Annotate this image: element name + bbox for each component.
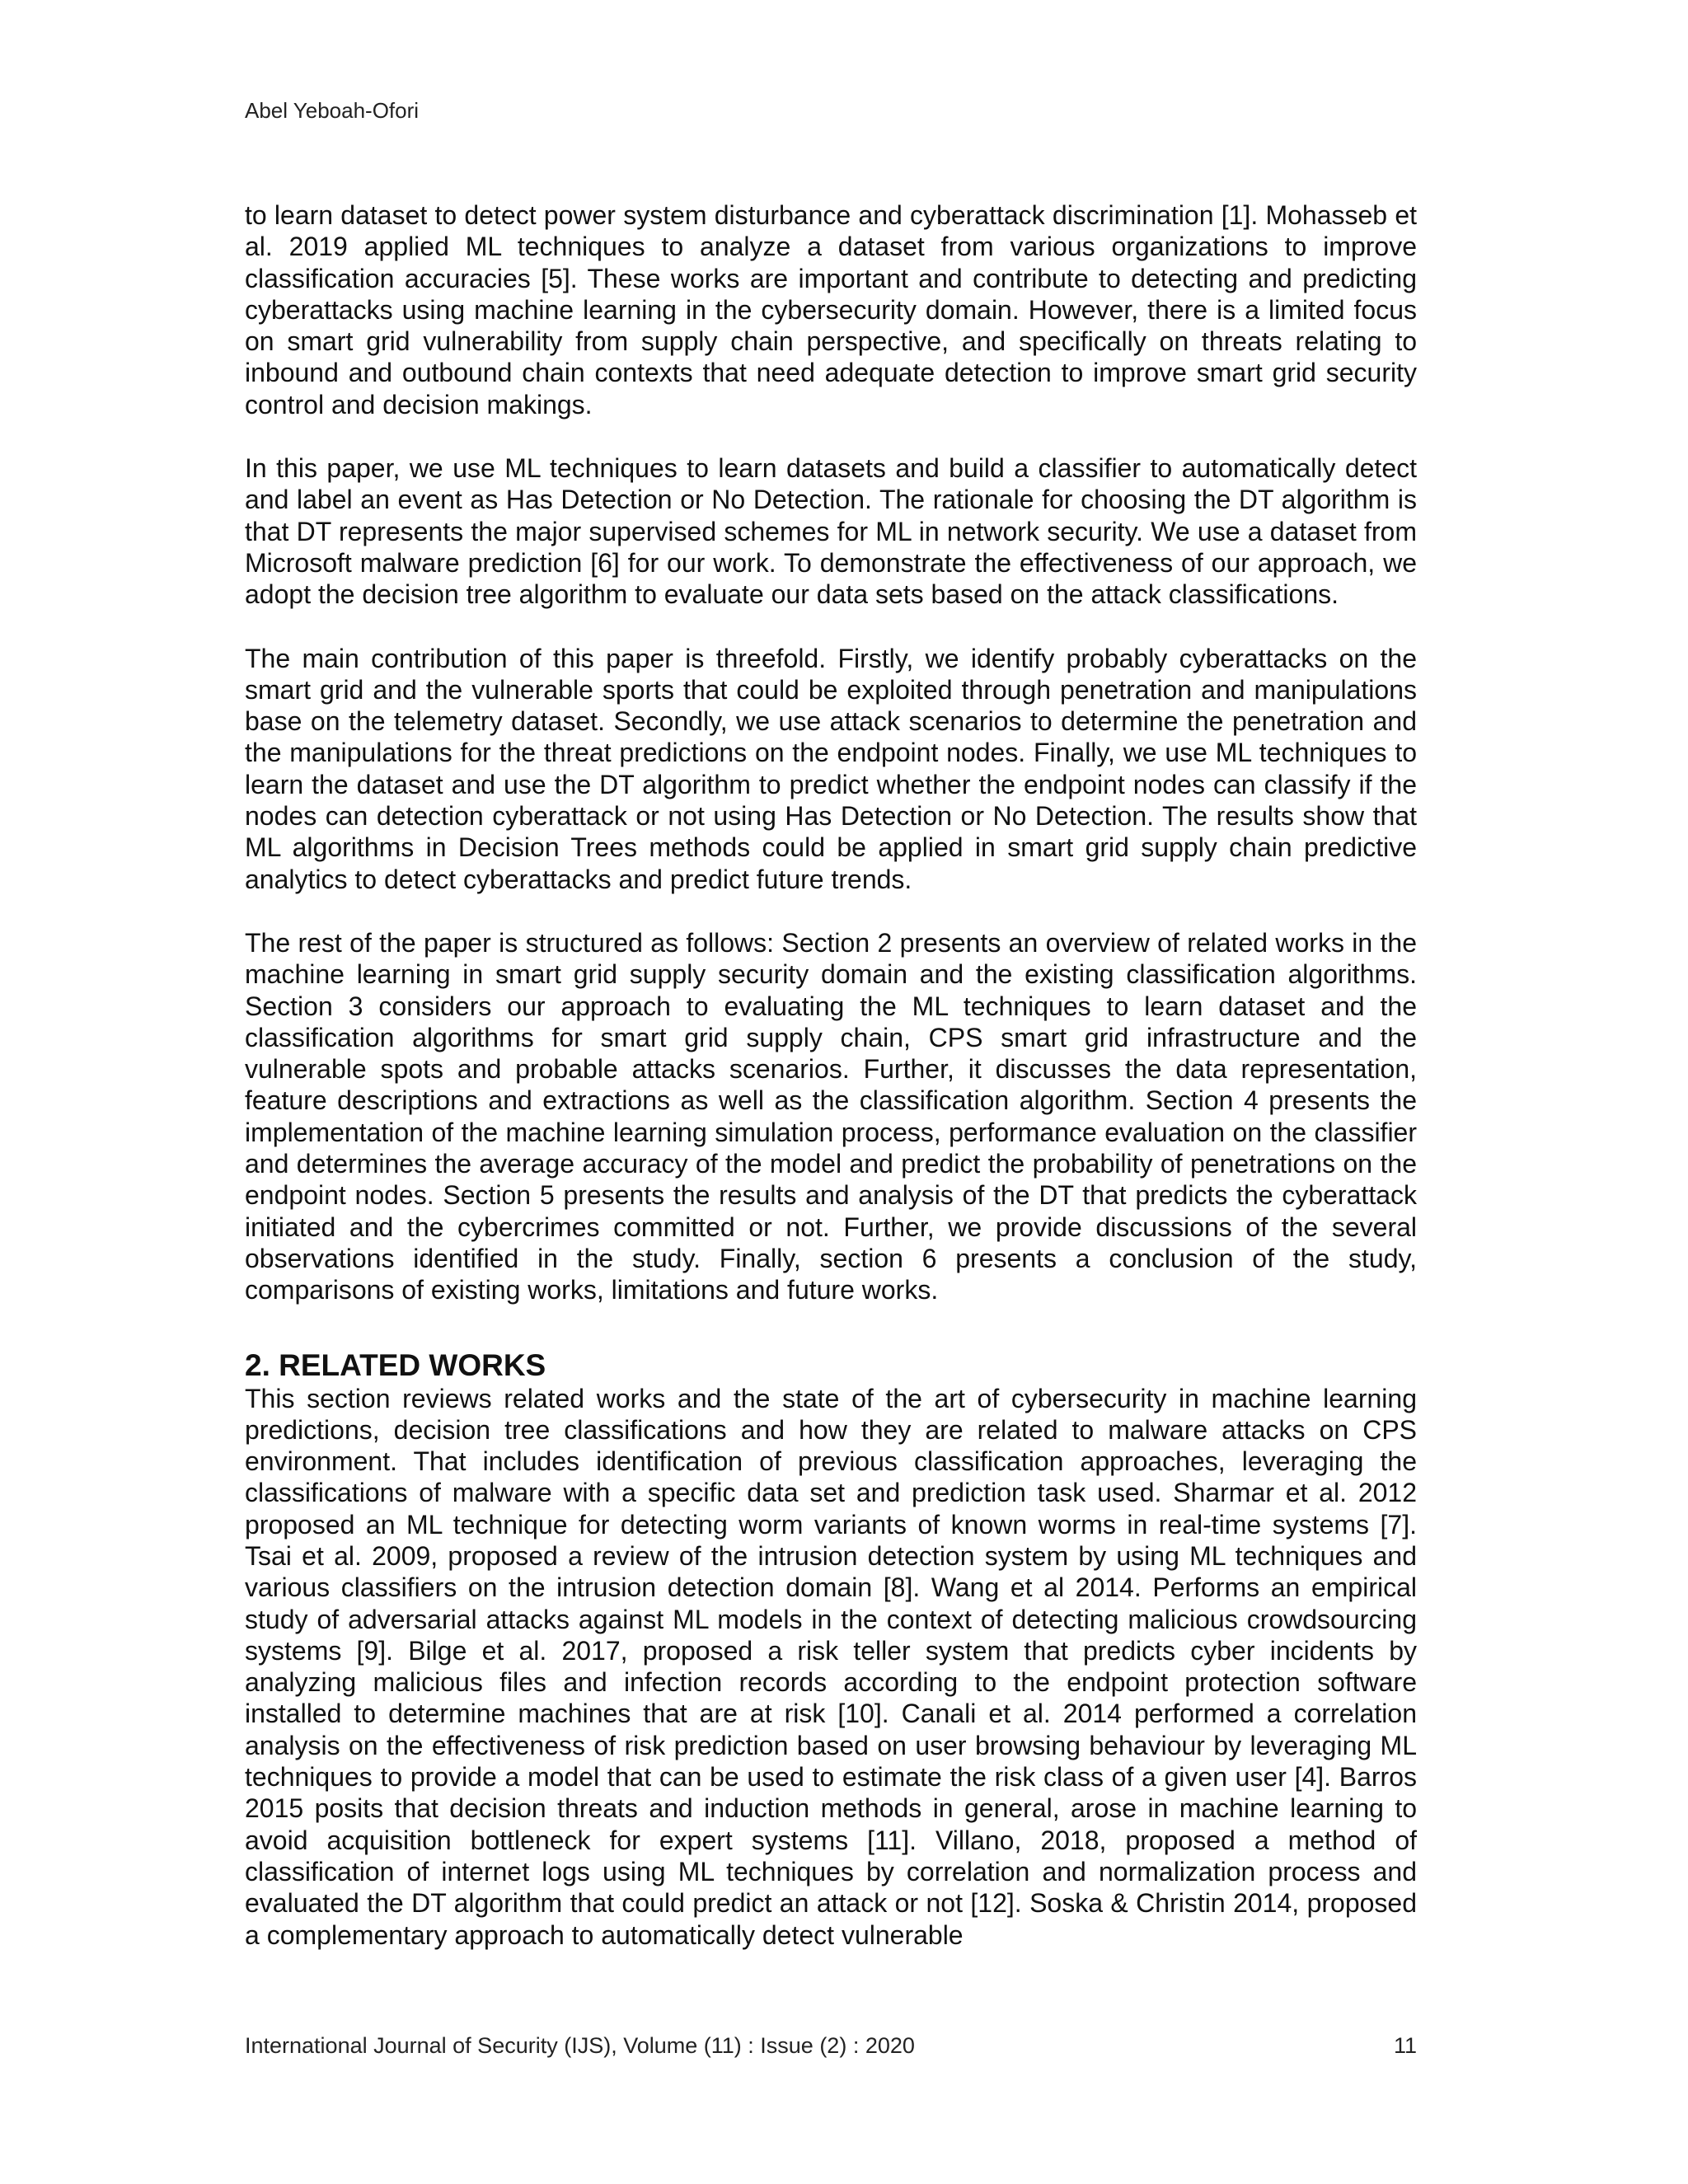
section-heading-related-works: 2. RELATED WORKS: [245, 1347, 546, 1382]
footer-journal-citation: International Journal of Security (IJS), Volume (11) : Issue (2) : 2020: [245, 2033, 915, 2058]
body-paragraph-1: to learn dataset to detect power system disturbance and cyberattack discrimination [1]. Mohasseb et al. 2019 applied ML techniques to analyze a dataset from various organizations to improve classification accuracies [5]. These works are important and contribute to detecting and predicting cyberattacks using machine learning in the cybersecurity domain. However, there is a limited focus on smart grid vulnerability from supply chain perspective, and specifically on threats relating to inbound and outbound chain contexts that need adequate detection to improve smart grid security control and decision makings.: [245, 200, 1417, 419]
body-paragraph-4: The rest of the paper is structured as follows: Section 2 presents an overview of related works in the machine learning in smart grid supply security domain and the existing classification algorithms. Section 3 considers our approach to evaluating the ML techniques to learn dataset and the classification algorithms for smart grid supply chain, CPS smart grid infrastructure and the vulnerable spots and probable attacks scenarios. Further, it discusses the data representation, feature descriptions and extractions as well as the classification algorithm. Section 4 presents the implementation of the machine learning simulation process, performance evaluation on the classifier and determines the average accuracy of the model and predict the probability of penetrations on the endpoint nodes. Section 5 presents the results and analysis of the DT that predicts the cyberattack initiated and the cybercrimes committed or not. Further, we provide discussions of the several observations identified in the study. Finally, section 6 presents a conclusion of the study, comparisons of existing works, limitations and future works.: [245, 927, 1417, 1305]
body-paragraph-2: In this paper, we use ML techniques to learn datasets and build a classifier to automatically detect and label an event as Has Detection or No Detection. The rationale for choosing the DT algorithm is that DT represents the major supervised schemes for ML in network security. We use a dataset from Microsoft malware prediction [6] for our work. To demonstrate the effectiveness of our approach, we adopt the decision tree algorithm to evaluate our data sets based on the attack classifications.: [245, 453, 1417, 610]
running-header-author: Abel Yeboah-Ofori: [245, 98, 420, 123]
related-works-paragraph: This section reviews related works and the state of the art of cybersecurity in machine learning predictions, decision tree classifications and how they are related to malware attacks on CPS environment. That includes identification of previous classification approaches, leveraging the classifications of malware with a specific data set and prediction task used. Sharmar et al. 2012 proposed an ML technique for detecting worm variants of known worms in real-time systems [7]. Tsai et al. 2009, proposed a review of the intrusion detection system by using ML techniques and various classifiers on the intrusion detection domain [8]. Wang et al 2014. Performs an empirical study of adversarial attacks against ML models in the context of detecting malicious crowdsourcing systems [9]. Bilge et al. 2017, proposed a risk teller system that predicts cyber incidents by analyzing malicious files and infection records according to the endpoint protection software installed to determine machines that are at risk [10]. Canali et al. 2014 performed a correlation analysis on the effectiveness of risk prediction based on user browsing behaviour by leveraging ML techniques to provide a model that can be used to estimate the risk class of a given user [4]. Barros 2015 posits that decision threats and induction methods in general, arose in machine learning to avoid acquisition bottleneck for expert systems [11]. Villano, 2018, proposed a method of classification of internet logs using ML techniques by correlation and normalization process and evaluated the DT algorithm that could predict an attack or not [12]. Soska & Christin 2014, proposed a complementary approach to automatically detect vulnerable: [245, 1383, 1417, 1950]
body-paragraph-3: The main contribution of this paper is threefold. Firstly, we identify probably cyberattacks on the smart grid and the vulnerable sports that could be exploited through penetration and manipulations base on the telemetry dataset. Secondly, we use attack scenarios to determine the penetration and the manipulations for the threat predictions on the endpoint nodes. Finally, we use ML techniques to learn the dataset and use the DT algorithm to predict whether the endpoint nodes can classify if the nodes can detection cyberattack or not using Has Detection or No Detection. The results show that ML algorithms in Decision Trees methods could be applied in smart grid supply chain predictive analytics to detect cyberattacks and predict future trends.: [245, 643, 1417, 894]
article-body: [245, 199, 1417, 1951]
footer-page-number: 11: [1393, 2033, 1417, 2058]
